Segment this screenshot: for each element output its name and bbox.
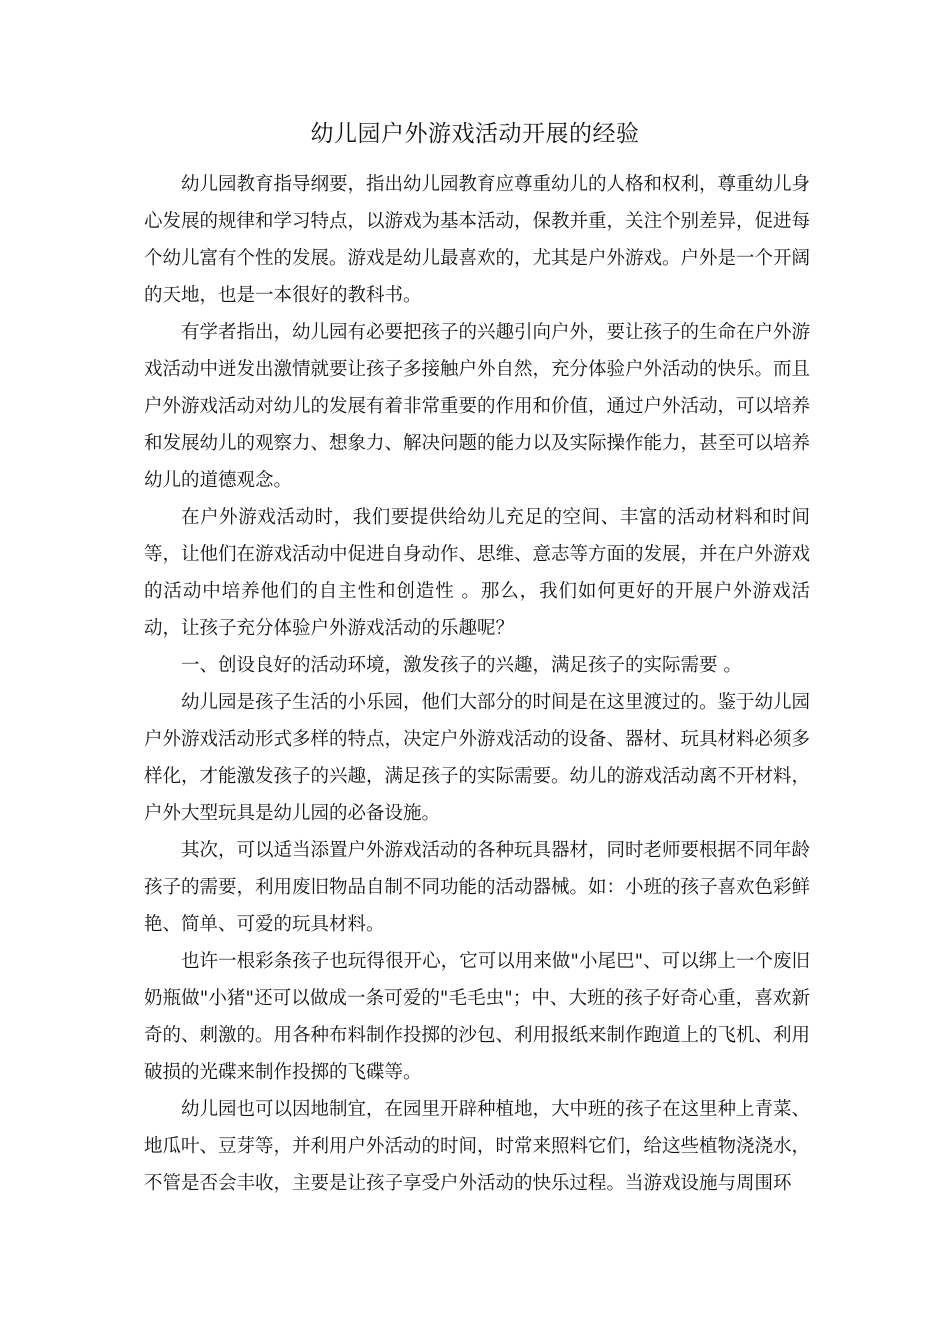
- paragraph-5: 其次，可以适当添置户外游戏活动的各种玩具器材，同时老师要根据不同年龄孩子的需要，利用废旧物品自制不同功能的活动器械。如：小班的孩子喜欢色彩鲜艳、简单、可爱的玩具材料。: [144, 840, 811, 935]
- paragraph-7: 幼儿园也可以因地制宜，在园里开辟种植地，大中班的孩子在这里种上青菜、地瓜叶、豆芽等，并利用户外活动的时间，时常来照料它们，给这些植物浇浇水，不管是否会丰收，主要是让孩子享受户外活动的快乐过程。当游戏设施与周围环: [144, 1099, 811, 1194]
- paragraph-4: 幼儿园是孩子生活的小乐园，他们大部分的时间是在这里渡过的。鉴于幼儿园户外游戏活动形式多样的特点，决定户外游戏活动的设备、器材、玩具材料必须多样化，才能激发孩子的兴趣，满足孩子的实际需要。幼儿的游戏活动离不开材料，户外大型玩具是幼儿园的必备设施。: [144, 692, 811, 824]
- paragraph-2: 有学者指出，幼儿园有必要把孩子的兴趣引向户外，要让孩子的生命在户外游戏活动中迸发出激情就要让孩子多接触户外自然，充分体验户外活动的快乐。而且户外游戏活动对幼儿的发展有着非常重要的作用和价值，通过户外活动，可以培养和发展幼儿的观察力、想象力、解决问题的能力以及实际操作能力，甚至可以培养幼儿的道德观念。: [144, 322, 811, 491]
- paragraph-6: 也许一根彩条孩子也玩得很开心，它可以用来做"小尾巴"、可以绑上一个废旧奶瓶做"小猪"还可以做成一条可爱的"毛毛虫"；中、大班的孩子好奇心重，喜欢新奇的、刺激的。用各种布料制作投掷的沙包、利用报纸来制作跑道上的飞机、利用破损的光碟来制作投掷的飞碟等。: [144, 951, 811, 1083]
- paragraph-1: 幼儿园教育指导纲要，指出幼儿园教育应尊重幼儿的人格和权利，尊重幼儿身心发展的规律和学习特点，以游戏为基本活动，保教并重，关注个别差异，促进每个幼儿富有个性的发展。游戏是幼儿最喜欢的，尤其是户外游戏。户外是一个开阔的天地，也是一本很好的教科书。: [144, 174, 811, 306]
- paragraph-3: 在户外游戏活动时，我们要提供给幼儿充足的空间、丰富的活动材料和时间等，让他们在游戏活动中促进自身动作、思维、意志等方面的发展，并在户外游戏的活动中培养他们的自主性和创造性 。那么，我们如何更好的开展户外游戏活动，让孩子充分体验户外游戏活动的乐趣呢？: [144, 507, 811, 639]
- section-heading-1: 一、创设良好的活动环境，激发孩子的兴趣，满足孩子的实际需要 。: [181, 655, 742, 676]
- document-body: [144, 166, 810, 1202]
- document-title: 幼儿园户外游戏活动开展的经验: [310, 121, 640, 147]
